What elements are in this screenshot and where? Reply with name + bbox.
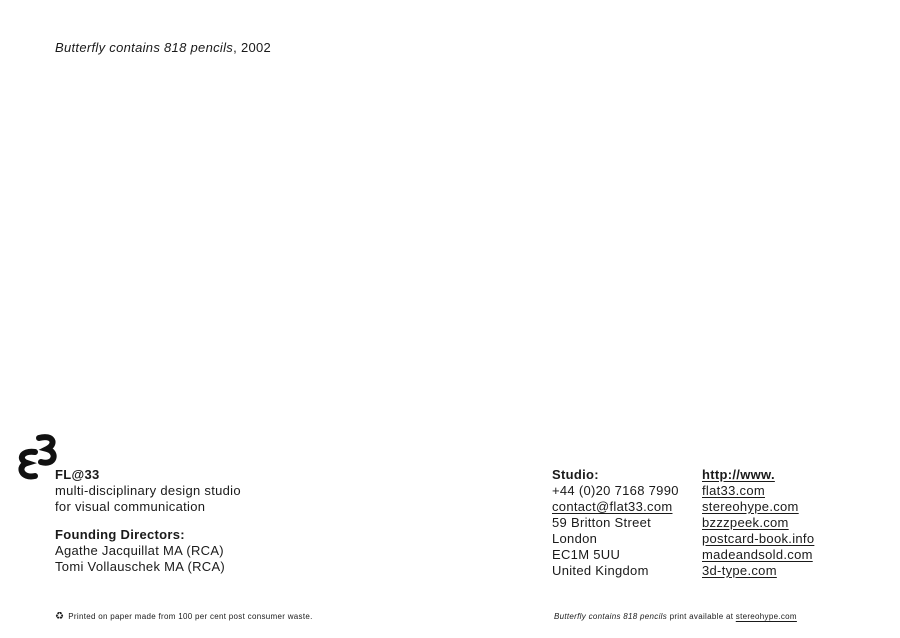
studio-tagline-line-2: for visual communication	[55, 499, 206, 514]
print-store-link[interactable]: stereohype.com	[735, 612, 797, 621]
artwork-year: 2002	[240, 40, 272, 55]
director-name: Tomi Vollauschek MA (RCA)	[55, 559, 226, 574]
studio-contact	[552, 467, 679, 579]
recycled-note-text: Printed on paper made from 100 per cent post consumer waste.	[68, 612, 313, 621]
studio-heading: Studio:	[552, 467, 599, 482]
studio-tagline-line-1: multi-disciplinary design studio	[55, 483, 241, 498]
director-name: Agathe Jacquillat MA (RCA)	[55, 543, 224, 558]
recycled-paper-note	[55, 612, 313, 621]
address-line: 59 Britton Street	[552, 515, 652, 530]
fl33-logo-icon	[17, 432, 59, 482]
website-link[interactable]: flat33.com	[702, 483, 765, 498]
website-link[interactable]: bzzzpeek.com	[702, 515, 789, 530]
caption-separator: ,	[233, 40, 238, 55]
studio-description	[55, 467, 241, 515]
address-line: United Kingdom	[552, 563, 649, 578]
address-line: EC1M 5UU	[552, 547, 621, 562]
founding-directors	[55, 527, 225, 575]
email-link[interactable]: contact@flat33.com	[552, 499, 673, 514]
print-availability-note	[554, 612, 797, 621]
artwork-title: Butterfly contains 818 pencils	[55, 40, 234, 55]
website-link[interactable]: 3d-type.com	[702, 563, 777, 578]
print-text: print available at	[667, 612, 736, 621]
recycle-icon: ♻	[55, 610, 65, 622]
website-link[interactable]: madeandsold.com	[702, 547, 813, 562]
web-heading: http://www.	[702, 467, 775, 482]
phone-number: +44 (0)20 7168 7990	[552, 483, 679, 498]
address-line: London	[552, 531, 598, 546]
directors-heading: Founding Directors:	[55, 527, 185, 542]
print-title: Butterfly contains 818 pencils	[554, 612, 668, 621]
website-link[interactable]: postcard-book.info	[702, 531, 815, 546]
studio-name: FL@33	[55, 467, 100, 482]
web-links	[702, 467, 814, 579]
website-link[interactable]: stereohype.com	[702, 499, 799, 514]
artwork-caption	[55, 40, 271, 55]
